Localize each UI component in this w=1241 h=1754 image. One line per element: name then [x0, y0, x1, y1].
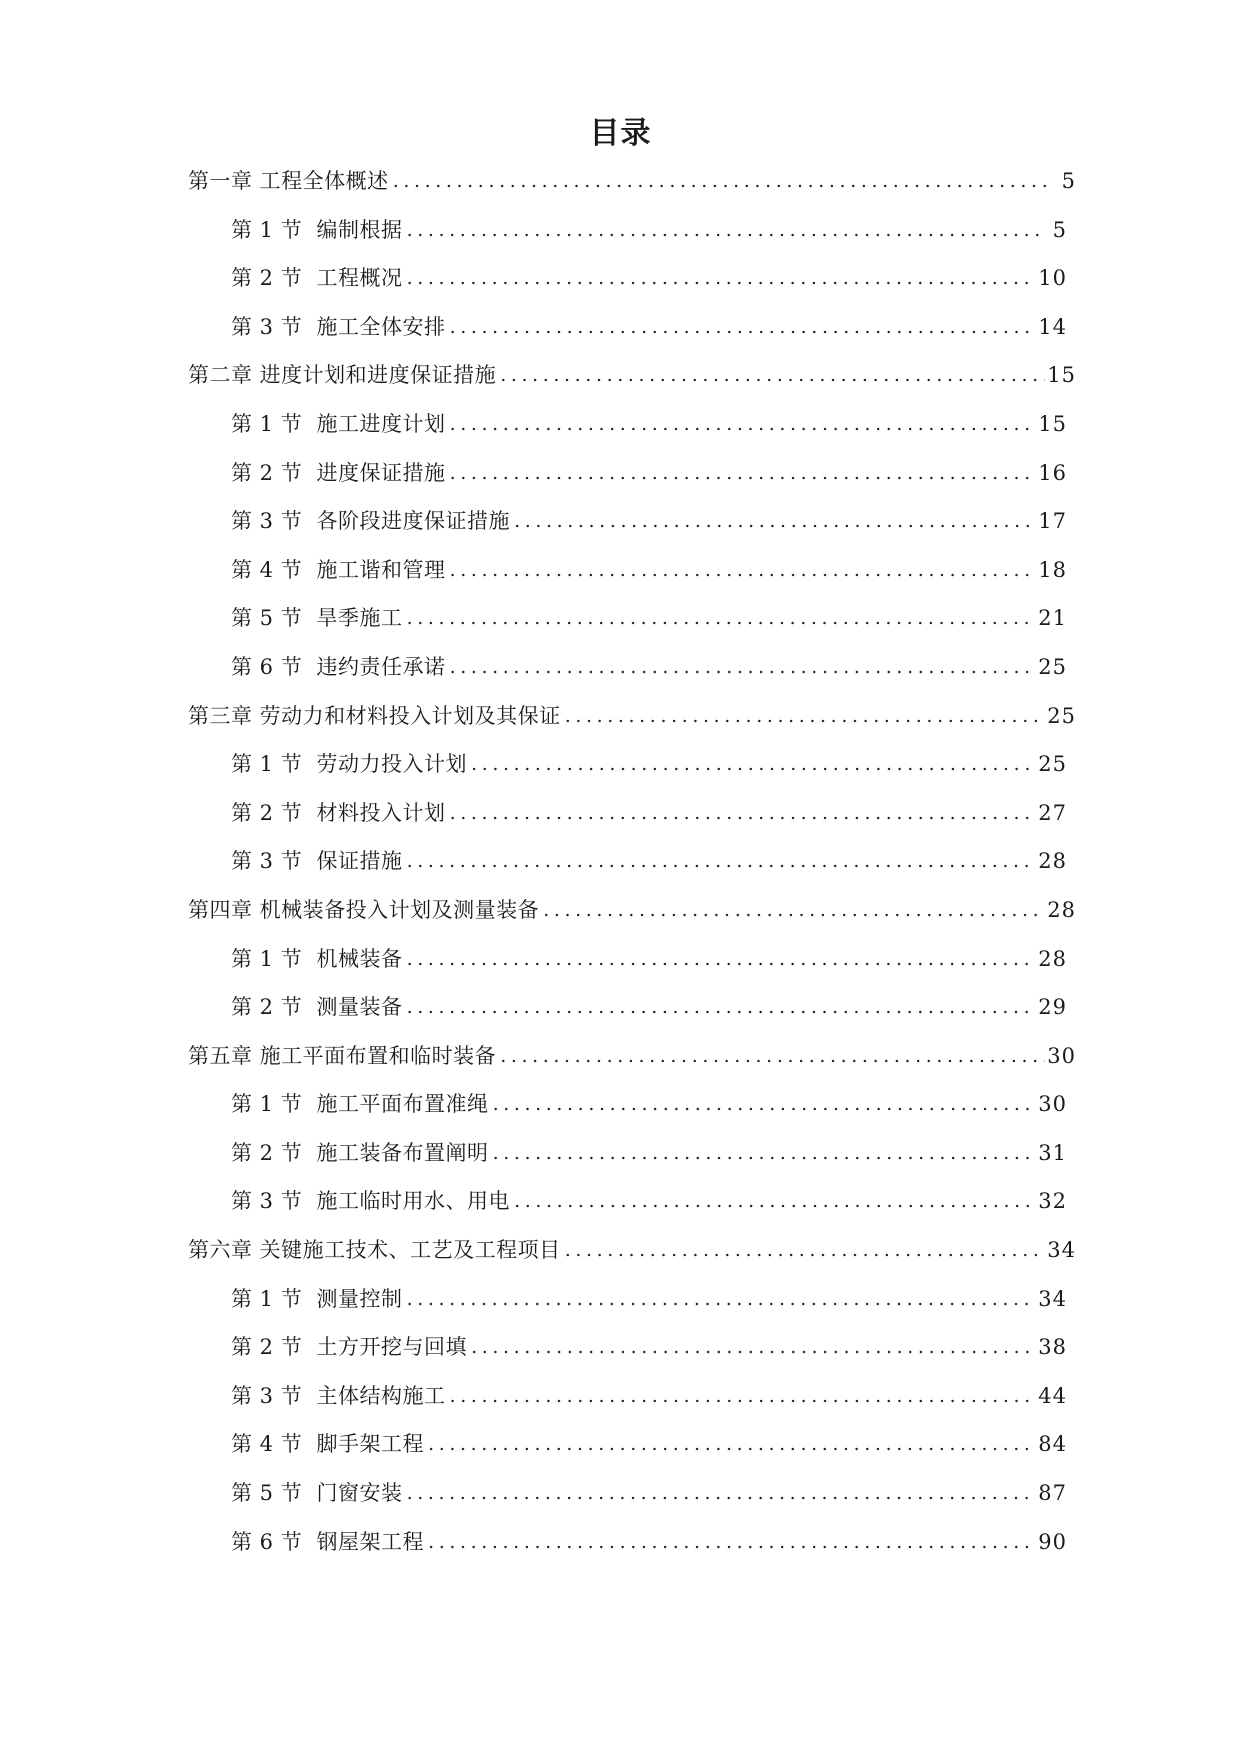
toc-page-number: 84 — [1038, 1432, 1067, 1457]
toc-page-number: 10 — [1038, 266, 1067, 291]
toc-dot-leader — [514, 508, 1036, 534]
toc-chapter-entry[interactable] — [0, 362, 1076, 411]
toc-entry-label: 第三章 劳动力和材料投入计划及其保证 — [188, 703, 561, 728]
toc-section-entry[interactable] — [0, 314, 1067, 363]
toc-entry-label: 第五章 施工平面布置和临时装备 — [188, 1043, 497, 1068]
toc-dot-leader — [471, 1334, 1036, 1360]
toc-page-number: 38 — [1038, 1335, 1067, 1360]
toc-page-number: 31 — [1038, 1140, 1067, 1165]
toc-section-entry[interactable] — [0, 605, 1067, 654]
toc-page-number: 5 — [1052, 217, 1067, 242]
toc-dot-leader — [565, 1237, 1046, 1263]
toc-section-entry[interactable] — [0, 557, 1067, 606]
toc-dot-leader — [428, 1431, 1036, 1457]
toc-section-entry[interactable] — [0, 848, 1067, 897]
toc-entry-label: 第 3 节 施工临时用水、用电 — [231, 1189, 511, 1214]
toc-dot-leader — [493, 1091, 1037, 1117]
toc-section-entry[interactable] — [0, 994, 1067, 1043]
toc-entry-label: 第 6 节 违约责任承诺 — [231, 654, 446, 679]
toc-page-number: 44 — [1038, 1383, 1067, 1408]
toc-entry-label: 第 1 节 测量控制 — [231, 1286, 403, 1311]
toc-dot-leader — [393, 168, 1050, 194]
toc-title: 目录 — [589, 116, 652, 151]
toc-section-entry[interactable] — [0, 1188, 1067, 1237]
toc-dot-leader — [450, 314, 1037, 340]
toc-dot-leader — [471, 751, 1036, 777]
toc-entry-label: 第 6 节 钢屋架工程 — [231, 1529, 425, 1554]
toc-entry-label: 第 1 节 劳动力投入计划 — [231, 752, 468, 777]
toc-page-number: 29 — [1038, 995, 1067, 1020]
toc-page-number: 32 — [1038, 1189, 1067, 1214]
toc-entry-label: 第 3 节 保证措施 — [231, 849, 403, 874]
toc-entry-label: 第 3 节 各阶段进度保证措施 — [231, 509, 511, 534]
toc-page-number: 34 — [1047, 1238, 1076, 1263]
toc-section-entry[interactable] — [0, 1529, 1067, 1578]
toc-page-number: 25 — [1038, 752, 1067, 777]
toc-entry-label: 第 1 节 编制根据 — [231, 217, 403, 242]
toc-page-number: 15 — [1038, 411, 1067, 436]
toc-entry-label: 第一章 工程全体概述 — [188, 169, 389, 193]
toc-dot-leader — [407, 848, 1037, 874]
toc-dot-leader — [407, 946, 1037, 972]
toc-section-entry[interactable] — [0, 217, 1067, 266]
toc-entry-label: 第 2 节 工程概况 — [231, 266, 403, 291]
toc-entry-label: 第四章 机械装备投入计划及测量装备 — [188, 897, 540, 922]
toc-chapter-entry[interactable] — [0, 703, 1076, 752]
toc-chapter-entry[interactable] — [0, 1237, 1076, 1286]
toc-entry-label: 第 3 节 施工全体安排 — [231, 314, 446, 339]
toc-page-number: 90 — [1038, 1529, 1067, 1554]
toc-entry-label: 第 2 节 土方开挖与回填 — [231, 1335, 468, 1360]
toc-dot-leader — [500, 362, 1045, 388]
toc-section-entry[interactable] — [0, 1431, 1067, 1480]
toc-page-number: 15 — [1047, 363, 1076, 388]
toc-dot-leader — [450, 411, 1037, 437]
toc-dot-leader — [407, 994, 1037, 1020]
toc-chapter-entry[interactable] — [0, 168, 1076, 217]
toc-entry-label: 第 1 节 施工平面布置准绳 — [231, 1092, 489, 1117]
toc-section-entry[interactable] — [0, 751, 1067, 800]
toc-entry-label: 第 1 节 机械装备 — [231, 946, 403, 971]
toc-section-entry[interactable] — [0, 1091, 1067, 1140]
toc-dot-leader — [407, 1480, 1037, 1506]
toc-page-number: 16 — [1038, 460, 1067, 485]
toc-entry-label: 第六章 关键施工技术、工艺及工程项目 — [188, 1238, 561, 1263]
toc-section-entry[interactable] — [0, 1140, 1067, 1189]
toc-entry-label: 第 4 节 施工谐和管理 — [231, 557, 446, 582]
toc-chapter-entry[interactable] — [0, 897, 1076, 946]
toc-page-number: 28 — [1047, 897, 1076, 922]
toc-section-entry[interactable] — [0, 946, 1067, 995]
toc-dot-leader — [450, 1383, 1037, 1409]
toc-dot-leader — [450, 557, 1037, 583]
toc-page-number: 30 — [1038, 1092, 1067, 1117]
toc-entry-label: 第 2 节 测量装备 — [231, 995, 403, 1020]
toc-dot-leader — [407, 605, 1037, 631]
toc-section-entry[interactable] — [0, 508, 1067, 557]
toc-entry-label: 第 3 节 主体结构施工 — [231, 1383, 446, 1408]
toc-page-number: 87 — [1038, 1481, 1067, 1506]
toc-section-entry[interactable] — [0, 1334, 1067, 1383]
toc-dot-leader — [543, 897, 1045, 923]
toc-entry-label: 第 2 节 进度保证措施 — [231, 460, 446, 485]
toc-chapter-entry[interactable] — [0, 1043, 1076, 1092]
toc-dot-leader — [514, 1188, 1036, 1214]
toc-page-number: 27 — [1038, 800, 1067, 825]
toc-page-number: 17 — [1038, 509, 1067, 534]
toc-dot-leader — [565, 703, 1046, 729]
toc-dot-leader — [428, 1529, 1036, 1555]
toc-dot-leader — [407, 217, 1041, 243]
toc-section-entry[interactable] — [0, 411, 1067, 460]
toc-entry-label: 第 4 节 脚手架工程 — [231, 1432, 425, 1457]
toc-entry-label: 第 5 节 门窗安装 — [231, 1481, 403, 1506]
toc-dot-leader — [493, 1140, 1037, 1166]
toc-section-entry[interactable] — [0, 800, 1067, 849]
toc-entry-label: 第 1 节 施工进度计划 — [231, 411, 446, 436]
toc-dot-leader — [450, 654, 1037, 680]
toc-list — [0, 168, 1241, 1577]
toc-dot-leader — [450, 460, 1037, 486]
toc-section-entry[interactable] — [0, 460, 1067, 509]
toc-page-number: 5 — [1061, 169, 1076, 193]
toc-entry-label: 第 5 节 旱季施工 — [231, 606, 403, 631]
toc-dot-leader — [407, 1286, 1037, 1312]
toc-page-number: 25 — [1047, 703, 1076, 728]
toc-page-number: 28 — [1038, 946, 1067, 971]
toc-page-number: 21 — [1038, 606, 1067, 631]
toc-page-number: 14 — [1038, 314, 1067, 339]
toc-section-entry[interactable] — [0, 1383, 1067, 1432]
toc-section-entry[interactable] — [0, 265, 1067, 314]
toc-page-number: 18 — [1038, 557, 1067, 582]
toc-entry-label: 第 2 节 材料投入计划 — [231, 800, 446, 825]
toc-entry-label: 第二章 进度计划和进度保证措施 — [188, 363, 497, 388]
toc-page-number: 28 — [1038, 849, 1067, 874]
toc-page-number: 30 — [1047, 1043, 1076, 1068]
toc-dot-leader — [500, 1043, 1045, 1069]
toc-entry-label: 第 2 节 施工装备布置阐明 — [231, 1140, 489, 1165]
toc-page-number: 34 — [1038, 1286, 1067, 1311]
toc-section-entry[interactable] — [0, 1286, 1067, 1335]
toc-page-number: 25 — [1038, 654, 1067, 679]
toc-dot-leader — [450, 800, 1037, 826]
toc-section-entry[interactable] — [0, 1480, 1067, 1529]
toc-section-entry[interactable] — [0, 654, 1067, 703]
toc-dot-leader — [407, 265, 1037, 291]
